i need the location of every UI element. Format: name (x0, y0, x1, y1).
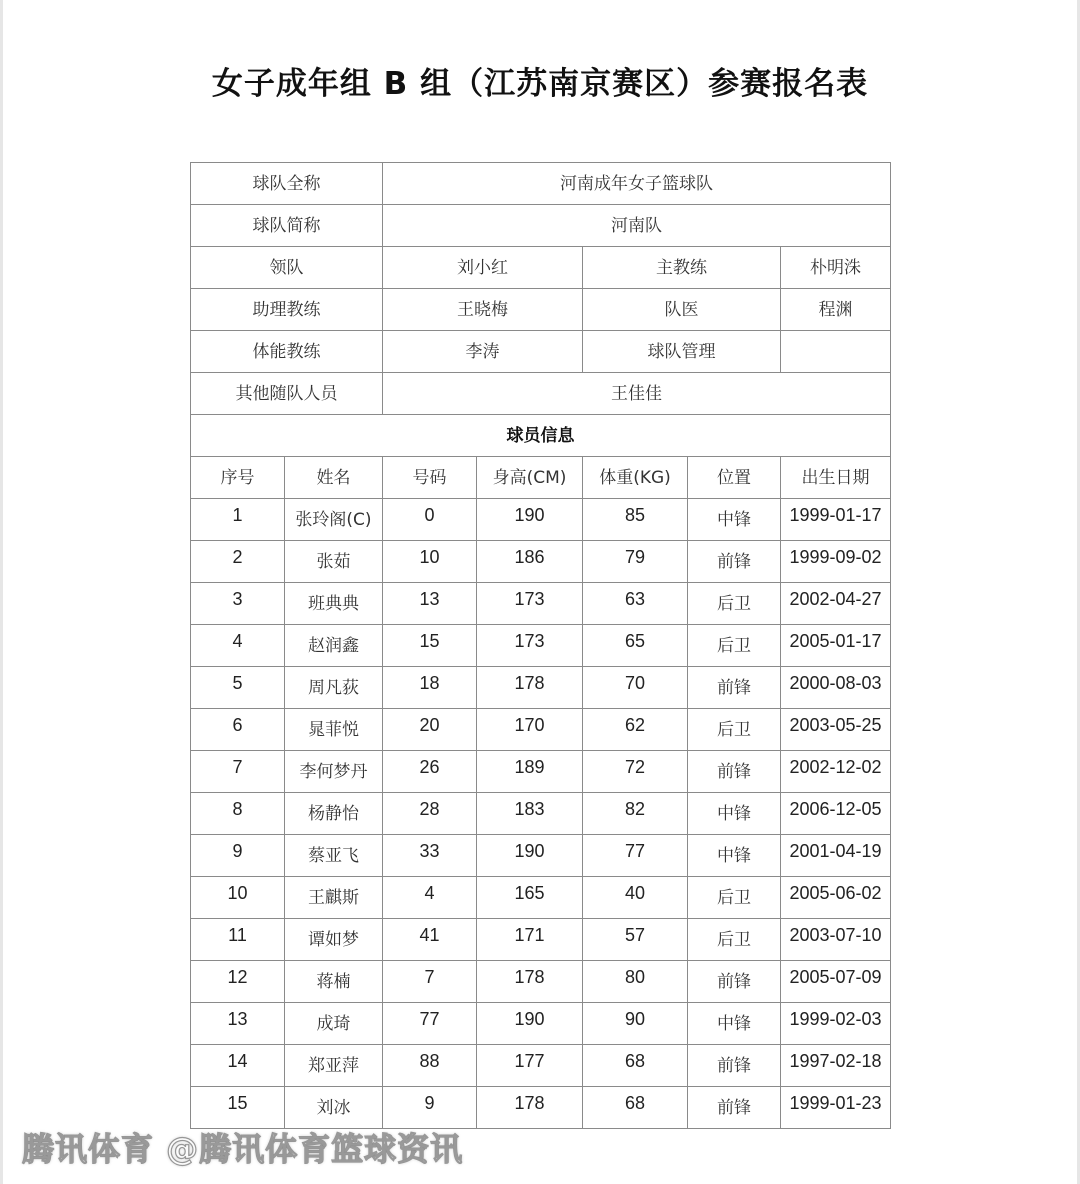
player-cell: 前锋 (688, 751, 781, 793)
player-cell: 3 (191, 583, 285, 625)
player-cell: 王麒斯 (285, 877, 383, 919)
player-cell: 15 (191, 1087, 285, 1129)
player-row (191, 961, 891, 1003)
row-fitness-coach (191, 331, 891, 373)
player-cell: 班典典 (285, 583, 383, 625)
player-cell: 190 (477, 499, 583, 541)
player-cell: 2005-07-09 (781, 961, 891, 1003)
team-full-name-value: 河南成年女子篮球队 (383, 163, 891, 205)
player-cell: 9 (383, 1087, 477, 1129)
player-cell: 173 (477, 625, 583, 667)
registration-table (190, 162, 891, 1129)
player-cell: 周凡荻 (285, 667, 383, 709)
player-cell: 中锋 (688, 1003, 781, 1045)
player-cell: 2 (191, 541, 285, 583)
player-cell: 20 (383, 709, 477, 751)
player-cell: 186 (477, 541, 583, 583)
player-cell: 2005-01-17 (781, 625, 891, 667)
row-team-full-name (191, 163, 891, 205)
player-cell: 杨静怡 (285, 793, 383, 835)
player-cell: 68 (583, 1087, 688, 1129)
player-cell: 62 (583, 709, 688, 751)
player-cell: 4 (383, 877, 477, 919)
player-cell: 蔡亚飞 (285, 835, 383, 877)
manager-label: 球队管理 (583, 331, 781, 373)
player-cell: 14 (191, 1045, 285, 1087)
doctor-label: 队医 (583, 289, 781, 331)
other-staff-label: 其他随队人员 (191, 373, 383, 415)
row-team-short-name (191, 205, 891, 247)
player-cell: 90 (583, 1003, 688, 1045)
player-row (191, 793, 891, 835)
player-cell: 13 (383, 583, 477, 625)
assistant-coach-value: 王晓梅 (383, 289, 583, 331)
player-cell: 前锋 (688, 1087, 781, 1129)
player-cell: 李何梦丹 (285, 751, 383, 793)
player-cell: 57 (583, 919, 688, 961)
player-cell: 成琦 (285, 1003, 383, 1045)
leader-label: 领队 (191, 247, 383, 289)
player-cell: 7 (191, 751, 285, 793)
player-cell: 2002-04-27 (781, 583, 891, 625)
player-cell: 5 (191, 667, 285, 709)
player-cell: 0 (383, 499, 477, 541)
column-header: 号码 (383, 457, 477, 499)
page-edge-left (0, 0, 3, 1184)
player-cell: 40 (583, 877, 688, 919)
player-cell: 173 (477, 583, 583, 625)
player-cell: 82 (583, 793, 688, 835)
player-cell: 前锋 (688, 541, 781, 583)
player-cell: 65 (583, 625, 688, 667)
player-row (191, 667, 891, 709)
player-cell: 后卫 (688, 583, 781, 625)
player-cell: 18 (383, 667, 477, 709)
team-short-name-label: 球队简称 (191, 205, 383, 247)
player-cell: 77 (383, 1003, 477, 1045)
player-cell: 178 (477, 667, 583, 709)
row-other-staff (191, 373, 891, 415)
player-row (191, 541, 891, 583)
player-row (191, 1003, 891, 1045)
column-header: 位置 (688, 457, 781, 499)
player-cell: 41 (383, 919, 477, 961)
player-cell: 178 (477, 961, 583, 1003)
player-cell: 9 (191, 835, 285, 877)
player-cell: 张茹 (285, 541, 383, 583)
player-cell: 晁菲悦 (285, 709, 383, 751)
player-cell: 13 (191, 1003, 285, 1045)
player-cell: 中锋 (688, 793, 781, 835)
player-cell: 前锋 (688, 667, 781, 709)
player-cell: 190 (477, 835, 583, 877)
column-header: 体重(KG) (583, 457, 688, 499)
player-cell: 后卫 (688, 625, 781, 667)
other-staff-value: 王佳佳 (383, 373, 891, 415)
head-coach-label: 主教练 (583, 247, 781, 289)
player-cell: 79 (583, 541, 688, 583)
player-cell: 88 (383, 1045, 477, 1087)
player-cell: 85 (583, 499, 688, 541)
player-cell: 郑亚萍 (285, 1045, 383, 1087)
row-assistant-coach (191, 289, 891, 331)
player-cell: 2003-05-25 (781, 709, 891, 751)
player-cell: 15 (383, 625, 477, 667)
player-cell: 蒋楠 (285, 961, 383, 1003)
player-cell: 2001-04-19 (781, 835, 891, 877)
player-cell: 12 (191, 961, 285, 1003)
column-header: 序号 (191, 457, 285, 499)
player-cell: 前锋 (688, 1045, 781, 1087)
head-coach-value: 朴明洙 (781, 247, 891, 289)
column-header: 姓名 (285, 457, 383, 499)
player-cell: 2000-08-03 (781, 667, 891, 709)
player-row (191, 835, 891, 877)
player-cell: 183 (477, 793, 583, 835)
player-cell: 77 (583, 835, 688, 877)
player-cell: 刘冰 (285, 1087, 383, 1129)
player-cell: 33 (383, 835, 477, 877)
leader-value: 刘小红 (383, 247, 583, 289)
player-cell: 10 (383, 541, 477, 583)
player-cell: 7 (383, 961, 477, 1003)
player-row (191, 583, 891, 625)
player-cell: 1999-01-23 (781, 1087, 891, 1129)
player-cell: 1999-09-02 (781, 541, 891, 583)
player-cell: 2002-12-02 (781, 751, 891, 793)
player-cell: 1999-02-03 (781, 1003, 891, 1045)
watermark: 腾讯体育 @腾讯体育篮球资讯 (22, 1130, 464, 1168)
player-cell: 1997-02-18 (781, 1045, 891, 1087)
player-cell: 190 (477, 1003, 583, 1045)
player-row (191, 1045, 891, 1087)
player-cell: 1999-01-17 (781, 499, 891, 541)
player-cell: 中锋 (688, 835, 781, 877)
player-cell: 后卫 (688, 877, 781, 919)
player-cell: 前锋 (688, 961, 781, 1003)
player-cell: 80 (583, 961, 688, 1003)
player-cell: 171 (477, 919, 583, 961)
player-cell: 165 (477, 877, 583, 919)
player-cell: 10 (191, 877, 285, 919)
player-cell: 70 (583, 667, 688, 709)
players-header-row (191, 457, 891, 499)
fitness-coach-value: 李涛 (383, 331, 583, 373)
player-cell: 2005-06-02 (781, 877, 891, 919)
player-cell: 中锋 (688, 499, 781, 541)
player-cell: 2003-07-10 (781, 919, 891, 961)
player-cell: 6 (191, 709, 285, 751)
row-players-section (191, 415, 891, 457)
player-row (191, 751, 891, 793)
player-cell: 189 (477, 751, 583, 793)
player-cell: 1 (191, 499, 285, 541)
player-row (191, 919, 891, 961)
team-full-name-label: 球队全称 (191, 163, 383, 205)
player-cell: 28 (383, 793, 477, 835)
fitness-coach-label: 体能教练 (191, 331, 383, 373)
column-header: 身高(CM) (477, 457, 583, 499)
player-row (191, 1087, 891, 1129)
player-cell: 赵润鑫 (285, 625, 383, 667)
player-cell: 2006-12-05 (781, 793, 891, 835)
player-cell: 26 (383, 751, 477, 793)
player-cell: 177 (477, 1045, 583, 1087)
player-cell: 4 (191, 625, 285, 667)
column-header: 出生日期 (781, 457, 891, 499)
player-cell: 张玲阁(C) (285, 499, 383, 541)
player-cell: 72 (583, 751, 688, 793)
player-row (191, 625, 891, 667)
player-cell: 178 (477, 1087, 583, 1129)
player-row (191, 499, 891, 541)
player-cell: 170 (477, 709, 583, 751)
player-row (191, 709, 891, 751)
player-cell: 8 (191, 793, 285, 835)
team-short-name-value: 河南队 (383, 205, 891, 247)
players-section-heading: 球员信息 (191, 415, 891, 457)
player-cell: 后卫 (688, 919, 781, 961)
manager-value (781, 331, 891, 373)
document-title: 女子成年组 B 组（江苏南京赛区）参赛报名表 (211, 66, 869, 102)
player-cell: 68 (583, 1045, 688, 1087)
assistant-coach-label: 助理教练 (191, 289, 383, 331)
player-cell: 后卫 (688, 709, 781, 751)
row-leader (191, 247, 891, 289)
player-row (191, 877, 891, 919)
player-cell: 11 (191, 919, 285, 961)
player-cell: 谭如梦 (285, 919, 383, 961)
doctor-value: 程渊 (781, 289, 891, 331)
player-cell: 63 (583, 583, 688, 625)
